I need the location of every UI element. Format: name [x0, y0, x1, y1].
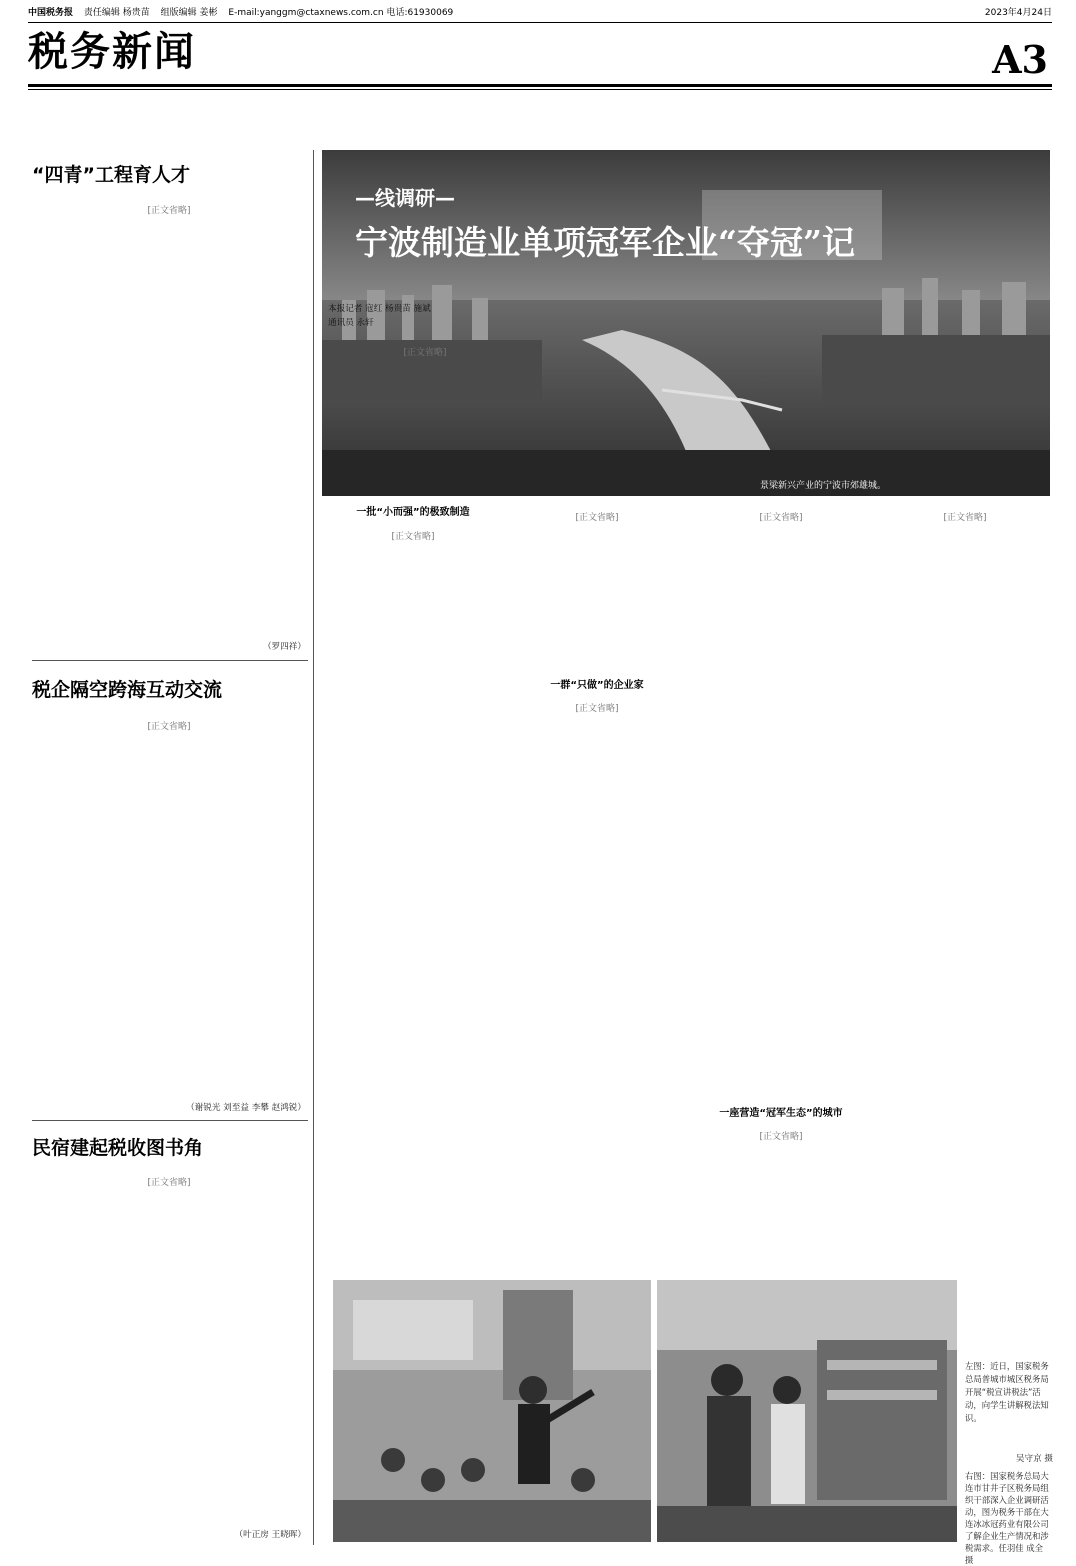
omitted-text: [正文省略]	[759, 513, 803, 523]
bottom-photo-left	[333, 1280, 651, 1542]
article2-body	[32, 712, 306, 1098]
article3-body	[32, 1168, 306, 1524]
caption-right: 右图：国家税务总局大连市甘井子区税务局组织干部深入企业调研活动，图为税务干部在大连冰冰冠药业有限公司了解企业生产情况和涉税需求。任羽佳 成全 摄	[965, 1471, 1049, 1565]
article2-author: （谢锐光 刘至益 李攀 赵鸿锐）	[186, 1103, 306, 1113]
omitted-text: [正文省略]	[575, 513, 619, 523]
article3-title: 民宿建起税收图书角	[32, 1137, 204, 1159]
date: 2023年4月24日	[984, 8, 1052, 18]
page-number: A3	[992, 37, 1048, 82]
omitted-text: [正文省略]	[391, 532, 435, 542]
contact: E-mail:yanggm@ctaxnews.com.cn 电话:61930069	[228, 8, 454, 18]
caption-left: 左图：近日，国家税务总局普城市城区税务局开展“税宣讲税法”活动，向学生讲解税法知识。	[965, 1361, 1049, 1423]
omitted-text: [正文省略]	[147, 1178, 191, 1188]
header-rule-under	[28, 89, 1052, 90]
omitted-text: [正文省略]	[147, 722, 191, 732]
feature-byline: 本报记者 寇红 杨贵苗 施斌 通讯员 永轩	[328, 304, 431, 328]
feature-kicker: —线调研—	[355, 186, 455, 210]
bottom-photo-right	[657, 1280, 957, 1542]
header-rule-thin	[28, 22, 1052, 23]
feature-col3-top	[696, 503, 866, 1093]
credit-left: 吴守京 摄	[1015, 1454, 1053, 1464]
omitted-text: [正文省略]	[759, 1132, 803, 1142]
article1-author: （罗四祥）	[263, 642, 306, 652]
omitted-text: [正文省略]	[575, 704, 619, 714]
section-title: 税务新闻	[28, 28, 196, 75]
paper-name: 中国税务报	[28, 8, 74, 18]
article1-body	[32, 196, 306, 638]
omitted-text: [正文省略]	[147, 206, 191, 216]
header-strip	[28, 5, 1052, 21]
feature-col2-top	[512, 503, 682, 647]
omitted-text: [正文省略]	[403, 348, 447, 358]
feature-subhead-1: 一批“小而强”的极致制造	[356, 507, 470, 518]
layout-editor: 组版编辑 姜彬	[160, 8, 218, 18]
header-rule-thick	[28, 84, 1052, 87]
article2-divider	[32, 1120, 308, 1121]
omitted-text: [正文省略]	[943, 513, 987, 523]
article2-title: 税企隔空跨海互动交流	[32, 679, 223, 701]
editor: 责任编辑 杨贵苗	[83, 8, 150, 18]
feature-photo-caption: 景梁新兴产业的宁波市郊雄城。	[760, 481, 887, 491]
article1-title: “四青”工程育人才	[32, 164, 190, 186]
feature-subhead-2: 一群“只做”的企业家	[550, 680, 644, 691]
classroom-photo	[333, 1280, 651, 1542]
feature-subhead-3: 一座营造“冠军生态”的城市	[719, 1108, 843, 1119]
article3-author: （叶正房 王晓晖）	[234, 1530, 306, 1540]
column-divider	[313, 150, 314, 1545]
article1-divider	[32, 660, 308, 661]
feature-title: 宁波制造业单项冠军企业“夺冠”记	[355, 223, 855, 262]
feature-intro	[328, 338, 522, 498]
factory-visit-photo	[657, 1280, 957, 1542]
